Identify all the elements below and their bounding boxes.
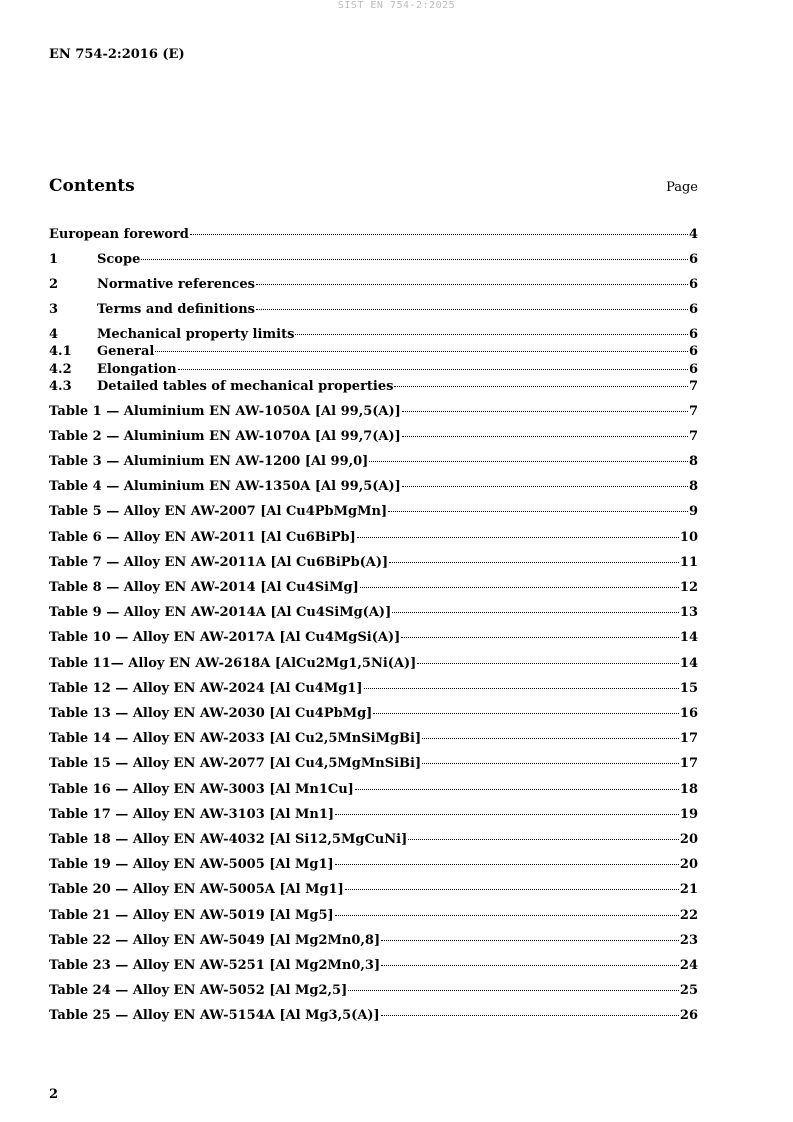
toc-entry-page: 23 — [679, 933, 698, 948]
toc-entry-title: Table 25 — Alloy EN AW-5154A [Al Mg3,5(A)] — [49, 1008, 380, 1023]
toc-entry-page: 4 — [688, 227, 698, 242]
toc-entry[interactable] — [49, 226, 698, 243]
toc-dot-leader — [402, 486, 688, 487]
toc-entry-page: 17 — [679, 756, 698, 771]
toc-entry-number: 1 — [49, 252, 59, 267]
toc-entry-title: European foreword — [49, 227, 189, 242]
toc-entry-page: 25 — [679, 983, 698, 998]
toc-entry[interactable] — [49, 604, 698, 621]
toc-dot-leader — [141, 259, 688, 260]
watermark: SIST EN 754-2:2025 — [337, 0, 456, 11]
toc-dot-leader — [178, 369, 688, 370]
toc-entry-title: Table 13 — Alloy EN AW-2030 [Al Cu4PbMg] — [49, 706, 373, 721]
toc-entry-page: 24 — [679, 958, 698, 973]
toc-dot-leader — [392, 612, 679, 613]
toc-entry-page: 12 — [679, 580, 698, 595]
toc-dot-leader — [389, 562, 679, 563]
toc-entry[interactable] — [49, 403, 698, 420]
toc-entry[interactable] — [49, 301, 698, 318]
toc-entry[interactable] — [49, 276, 698, 293]
toc-entry-page: 6 — [688, 252, 698, 267]
toc-dot-leader — [369, 461, 688, 462]
toc-entry-page: 6 — [688, 277, 698, 292]
toc-dot-leader — [360, 587, 679, 588]
toc-entry[interactable] — [49, 907, 698, 924]
toc-entry-title: Normative references — [97, 277, 255, 292]
toc-entry[interactable] — [49, 361, 698, 378]
toc-entry[interactable] — [49, 629, 698, 646]
toc-entry-page: 22 — [679, 908, 698, 923]
toc-entry[interactable] — [49, 755, 698, 772]
toc-entry-page: 6 — [688, 327, 698, 342]
toc-dot-leader — [401, 637, 679, 638]
toc-entry[interactable] — [49, 781, 698, 798]
toc-entry-title: Detailed tables of mechanical properties — [97, 379, 394, 394]
toc-entry-title: Table 9 — Alloy EN AW-2014A [Al Cu4SiMg(A)] — [49, 605, 392, 620]
toc-entry[interactable] — [49, 655, 698, 672]
toc-entry-page: 15 — [679, 681, 698, 696]
toc-entry-number: 4 — [49, 327, 59, 342]
toc-entry-title: Table 2 — Aluminium EN AW-1070A [Al 99,7(A)] — [49, 429, 401, 444]
toc-entry-title: Table 23 — Alloy EN AW-5251 [Al Mg2Mn0,3] — [49, 958, 381, 973]
toc-dot-leader — [381, 965, 679, 966]
toc-entry-number: 3 — [49, 302, 59, 317]
toc-entry[interactable] — [49, 326, 698, 343]
toc-entry[interactable] — [49, 806, 698, 823]
toc-entry-page: 18 — [679, 782, 698, 797]
toc-entry[interactable] — [49, 343, 698, 360]
toc-entry-title: Table 10 — Alloy EN AW-2017A [Al Cu4MgSi(A)] — [49, 630, 401, 645]
toc-entry-page: 16 — [679, 706, 698, 721]
toc-dot-leader — [355, 789, 679, 790]
toc-dot-leader — [402, 436, 688, 437]
toc-entry-title: Table 19 — Alloy EN AW-5005 [Al Mg1] — [49, 857, 334, 872]
toc-entry-page: 19 — [679, 807, 698, 822]
toc-entry-page: 11 — [679, 555, 698, 570]
toc-entry-number: 4.2 — [49, 362, 72, 377]
toc-entry[interactable] — [49, 428, 698, 445]
toc-entry-title: Table 5 — Alloy EN AW-2007 [Al Cu4PbMgMn] — [49, 504, 388, 519]
toc-entry[interactable] — [49, 730, 698, 747]
toc-entry-title: Scope — [97, 252, 141, 267]
toc-entry-title: Table 21 — Alloy EN AW-5019 [Al Mg5] — [49, 908, 334, 923]
document-id: EN 754-2:2016 (E) — [49, 47, 185, 62]
toc-dot-leader — [381, 940, 679, 941]
toc-entry-title: Elongation — [97, 362, 177, 377]
toc-dot-leader — [335, 915, 679, 916]
toc-entry[interactable] — [49, 932, 698, 949]
toc-entry-title: Table 8 — Alloy EN AW-2014 [Al Cu4SiMg] — [49, 580, 359, 595]
toc-entry-title: General — [97, 344, 155, 359]
toc-entry-title: Table 16 — Alloy EN AW-3003 [Al Mn1Cu] — [49, 782, 354, 797]
toc-entry-title: Table 15 — Alloy EN AW-2077 [Al Cu4,5MgMnSiBi] — [49, 756, 422, 771]
toc-entry-page: 8 — [688, 479, 698, 494]
toc-entry-page: 7 — [688, 379, 698, 394]
toc-entry[interactable] — [49, 881, 698, 898]
toc-entry-page: 14 — [679, 630, 698, 645]
toc-entry[interactable] — [49, 503, 698, 520]
toc-entry-title: Table 14 — Alloy EN AW-2033 [Al Cu2,5MnSiMgBi] — [49, 731, 422, 746]
toc-dot-leader — [402, 411, 688, 412]
toc-entry-title: Table 22 — Alloy EN AW-5049 [Al Mg2Mn0,8] — [49, 933, 381, 948]
toc-entry-number: 4.3 — [49, 379, 72, 394]
toc-entry[interactable] — [49, 529, 698, 546]
toc-entry-title: Table 4 — Aluminium EN AW-1350A [Al 99,5(A)] — [49, 479, 401, 494]
toc-dot-leader — [422, 738, 679, 739]
toc-entry-page: 7 — [688, 404, 698, 419]
toc-entry[interactable] — [49, 251, 698, 268]
toc-entry-page: 14 — [679, 656, 698, 671]
toc-dot-leader — [408, 839, 679, 840]
toc-dot-leader — [256, 309, 688, 310]
toc-entry[interactable] — [49, 982, 698, 999]
toc-entry[interactable] — [49, 856, 698, 873]
toc-entry-title: Table 1 — Aluminium EN AW-1050A [Al 99,5(A)] — [49, 404, 401, 419]
toc-dot-leader — [417, 663, 679, 664]
toc-entry[interactable] — [49, 378, 698, 395]
toc-entry[interactable] — [49, 453, 698, 470]
toc-dot-leader — [422, 763, 679, 764]
toc-entry[interactable] — [49, 680, 698, 697]
toc-entry-page: 10 — [679, 530, 698, 545]
toc-dot-leader — [190, 234, 688, 235]
toc-entry[interactable] — [49, 831, 698, 848]
toc-entry-page: 26 — [679, 1008, 698, 1023]
toc-entry-title: Table 24 — Alloy EN AW-5052 [Al Mg2,5] — [49, 983, 348, 998]
toc-dot-leader — [345, 889, 679, 890]
toc-entry-title: Table 20 — Alloy EN AW-5005A [Al Mg1] — [49, 882, 344, 897]
toc-entry-number: 4.1 — [49, 344, 72, 359]
toc-entry[interactable] — [49, 705, 698, 722]
toc-entry-page: 17 — [679, 731, 698, 746]
toc-entry-page: 20 — [679, 832, 698, 847]
toc-entry-number: 2 — [49, 277, 59, 292]
toc-entry[interactable] — [49, 478, 698, 495]
toc-entry-title: Table 7 — Alloy EN AW-2011A [Al Cu6BiPb(A)] — [49, 555, 389, 570]
toc-entry-title: Terms and definitions — [97, 302, 255, 317]
toc-entry-page: 8 — [688, 454, 698, 469]
toc-entry-page: 13 — [679, 605, 698, 620]
toc-dot-leader — [155, 351, 688, 352]
toc-dot-leader — [256, 284, 688, 285]
toc-dot-leader — [348, 990, 679, 991]
toc-entry-title: Table 12 — Alloy EN AW-2024 [Al Cu4Mg1] — [49, 681, 363, 696]
toc-entry-title: Mechanical property limits — [97, 327, 295, 342]
toc-dot-leader — [335, 814, 679, 815]
toc-dot-leader — [335, 864, 679, 865]
toc-entry[interactable] — [49, 554, 698, 571]
toc-dot-leader — [295, 334, 688, 335]
toc-dot-leader — [364, 688, 679, 689]
toc-entry-title: Table 11— Alloy EN AW-2618A [AlCu2Mg1,5Ni(A)] — [49, 656, 417, 671]
toc-entry-page: 7 — [688, 429, 698, 444]
toc-entry-title: Table 3 — Aluminium EN AW-1200 [Al 99,0] — [49, 454, 369, 469]
toc-entry-page: 6 — [688, 302, 698, 317]
toc-dot-leader — [381, 1015, 679, 1016]
toc-entry[interactable] — [49, 579, 698, 596]
toc-entry-title: Table 6 — Alloy EN AW-2011 [Al Cu6BiPb] — [49, 530, 356, 545]
toc-entry-page: 6 — [688, 344, 698, 359]
toc-entry[interactable] — [49, 957, 698, 974]
toc-entry-page: 20 — [679, 857, 698, 872]
page-column-label: Page — [666, 180, 698, 195]
page-number: 2 — [49, 1087, 59, 1102]
toc-entry-title: Table 18 — Alloy EN AW-4032 [Al Si12,5MgCuNi] — [49, 832, 408, 847]
toc-dot-leader — [357, 537, 679, 538]
toc-entry[interactable] — [49, 1007, 698, 1024]
toc-dot-leader — [373, 713, 679, 714]
toc-dot-leader — [388, 511, 688, 512]
contents-heading: Contents — [49, 176, 135, 196]
toc-entry-page: 6 — [688, 362, 698, 377]
toc-dot-leader — [394, 386, 687, 387]
toc-entry-page: 21 — [679, 882, 698, 897]
toc-entry-page: 9 — [688, 504, 698, 519]
toc-entry-title: Table 17 — Alloy EN AW-3103 [Al Mn1] — [49, 807, 335, 822]
